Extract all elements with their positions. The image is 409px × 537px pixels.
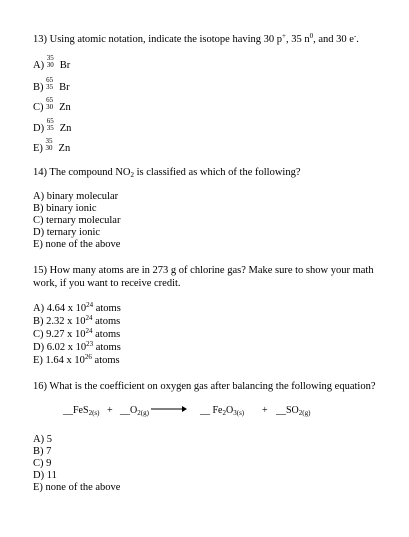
option-text: A) 4.64 x 10 xyxy=(33,303,87,314)
isotope-notation xyxy=(45,137,59,153)
q16-option-c[interactable]: C) 9 xyxy=(33,458,52,469)
formula-subscript: 2(g) xyxy=(298,409,311,417)
option-text: E) 1.64 x 10 xyxy=(33,355,85,366)
q14-option-c[interactable]: C) ternary molecular xyxy=(33,215,121,226)
formula-text: __SO xyxy=(276,405,299,416)
option-text: B) 2.32 x 10 xyxy=(33,316,86,327)
formula-subscript-2: 3(s) xyxy=(233,409,245,417)
mass-number: 35 xyxy=(45,137,53,145)
exponent: 26 xyxy=(84,353,92,361)
formula-subscript: 2(g) xyxy=(137,409,149,417)
atomic-number: 30 xyxy=(46,103,54,111)
q16-option-d[interactable]: D) 11 xyxy=(33,470,57,481)
option-unit: atoms xyxy=(93,303,121,314)
q16-option-a[interactable]: A) 5 xyxy=(33,434,52,445)
option-text: D) 6.02 x 10 xyxy=(33,342,87,353)
q13-text: 13) Using atomic notation, indicate the isotope having 30 p xyxy=(33,34,283,45)
product-fe2o3 xyxy=(200,405,244,416)
q14-option-a[interactable]: A) binary molecular xyxy=(33,191,119,202)
q14-text-2: is classified as which of the following? xyxy=(134,167,301,178)
exponent: 24 xyxy=(85,314,93,322)
option-unit: atoms xyxy=(93,342,121,353)
exponent: 24 xyxy=(86,301,94,309)
mass-number: 65 xyxy=(46,117,54,125)
reactant-fes2 xyxy=(63,405,99,416)
plus-sign-2: + xyxy=(262,405,268,416)
isotope-notation xyxy=(46,76,59,92)
option-letter: D) xyxy=(33,123,45,134)
q13-text-3: , and 30 e xyxy=(313,34,354,45)
mass-number: 65 xyxy=(46,96,54,104)
mass-number: 65 xyxy=(46,76,54,84)
q15-option-a[interactable] xyxy=(33,303,121,315)
product-so2 xyxy=(276,405,310,416)
option-letter: C) xyxy=(33,102,44,113)
option-text: C) 9.27 x 10 xyxy=(33,329,86,340)
option-unit: atoms xyxy=(91,355,120,366)
formula-text: __FeS xyxy=(63,405,89,416)
q13-option-c[interactable] xyxy=(33,96,71,114)
element-symbol: Br xyxy=(59,60,71,71)
neutron-charge: 0 xyxy=(309,32,314,40)
atomic-number: 35 xyxy=(46,83,54,91)
question-15-line-1: 15) How many atoms are in 273 g of chlorine gas? Make sure to show your math xyxy=(33,265,374,276)
reactant-o2 xyxy=(120,405,149,416)
q15-option-c[interactable] xyxy=(33,329,120,341)
question-16: 16) What is the coefficient on oxygen gas after balancing the following equation? xyxy=(33,381,376,392)
q13-option-e[interactable] xyxy=(33,137,71,155)
formula-subscript: 2 xyxy=(222,409,226,417)
q14-text: 14) The compound NO xyxy=(33,167,131,178)
q14-option-d[interactable]: D) ternary ionic xyxy=(33,227,101,238)
plus-sign-1: + xyxy=(107,405,113,416)
option-letter: E) xyxy=(33,143,43,154)
q16-option-e[interactable]: E) none of the above xyxy=(33,482,121,493)
q14-option-b[interactable]: B) binary ionic xyxy=(33,203,97,214)
atomic-number: 30 xyxy=(46,61,54,69)
q15-option-d[interactable] xyxy=(33,342,121,354)
q14-subscript: 2 xyxy=(130,171,134,179)
formula-text: __O xyxy=(120,405,138,416)
isotope-notation xyxy=(46,117,60,133)
question-13 xyxy=(33,33,359,46)
question-14 xyxy=(33,166,301,179)
formula-text: __ Fe xyxy=(200,405,223,416)
mass-number: 35 xyxy=(46,54,54,62)
element-symbol: Zn xyxy=(59,123,72,134)
formula-text-2: O xyxy=(226,405,234,416)
proton-charge: + xyxy=(282,32,286,40)
question-15-line-2: work, if you want to receive credit. xyxy=(33,278,181,289)
option-unit: atoms xyxy=(92,329,121,340)
atomic-number: 35 xyxy=(46,124,54,132)
option-unit: atoms xyxy=(92,316,121,327)
exponent: 23 xyxy=(86,340,94,348)
q13-option-d[interactable] xyxy=(33,117,72,135)
q16-option-b[interactable]: B) 7 xyxy=(33,446,52,457)
electron-charge: - xyxy=(353,32,357,40)
q14-option-e[interactable]: E) none of the above xyxy=(33,239,121,250)
isotope-notation xyxy=(46,96,59,112)
isotope-notation xyxy=(46,54,60,70)
formula-subscript: 2(s) xyxy=(88,409,100,417)
q15-option-b[interactable] xyxy=(33,316,120,328)
option-letter: A) xyxy=(33,60,45,71)
atomic-number: 30 xyxy=(45,144,53,152)
exponent: 24 xyxy=(85,327,93,335)
element-symbol: Zn xyxy=(58,143,71,154)
reaction-arrow-icon xyxy=(151,406,187,412)
element-symbol: Zn xyxy=(59,102,71,113)
option-letter: B) xyxy=(33,82,44,93)
element-symbol: Br xyxy=(59,82,70,93)
q13-option-a[interactable] xyxy=(33,54,71,72)
q15-option-e[interactable] xyxy=(33,355,120,367)
q13-text-end: . xyxy=(356,34,359,45)
q13-option-b[interactable] xyxy=(33,76,70,94)
q13-text-2: , 35 n xyxy=(286,34,310,45)
